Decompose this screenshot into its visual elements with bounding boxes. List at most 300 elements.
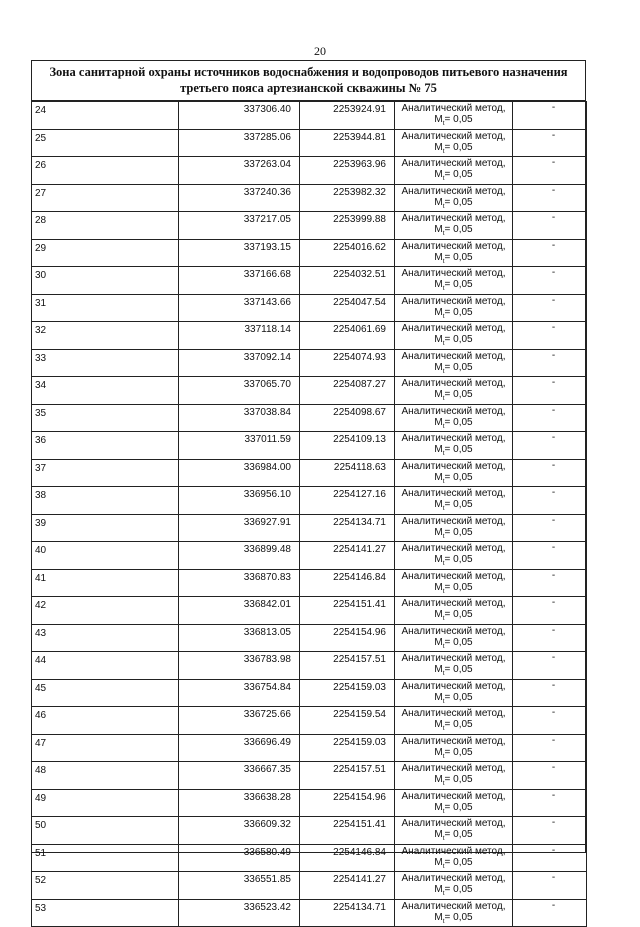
table-row <box>32 322 587 350</box>
method-m: M <box>434 499 443 510</box>
method-cell <box>395 404 513 432</box>
coord-y: 2254146.84 <box>300 844 395 872</box>
point-number: 50 <box>32 817 179 845</box>
coord-y: 2253924.91 <box>300 102 395 130</box>
coord-x: 336667.35 <box>179 762 300 790</box>
empty-value-cell <box>513 432 587 460</box>
method-eq: = 0,05 <box>444 416 473 428</box>
coord-y: 2254098.67 <box>300 404 395 432</box>
method-cell <box>395 239 513 267</box>
method-value <box>395 857 512 868</box>
method-text: Аналитический метод, <box>401 900 506 912</box>
table-row <box>32 734 587 762</box>
method-m: M <box>434 609 443 620</box>
method-text: Аналитический метод, <box>401 708 506 719</box>
method-eq: = 0,05 <box>444 911 473 923</box>
point-number: 39 <box>32 514 179 542</box>
method-eq: = 0,05 <box>444 389 473 400</box>
dash-mark: - <box>551 624 556 636</box>
coord-x: 336870.83 <box>179 569 300 597</box>
coordinates-table-body <box>32 102 587 927</box>
table-row <box>32 872 587 900</box>
coord-y: 2253963.96 <box>300 157 395 185</box>
method-sub: t <box>442 697 445 705</box>
point-number: 41 <box>32 569 179 597</box>
point-number: 45 <box>32 679 179 707</box>
coord-x: 337306.40 <box>179 102 300 130</box>
method-m: M <box>434 856 443 868</box>
dash-mark: - <box>551 459 556 471</box>
method-sub: t <box>442 147 445 155</box>
table-row <box>32 129 587 157</box>
method-text: Аналитический метод, <box>401 405 506 417</box>
method-eq: = 0,05 <box>444 499 473 510</box>
method-text: Аналитический метод, <box>401 845 506 857</box>
table-row <box>32 102 587 130</box>
method-sub: t <box>442 587 445 595</box>
empty-value-cell <box>513 514 587 542</box>
method-m: M <box>434 196 443 208</box>
method-m: M <box>434 114 443 125</box>
method-m: M <box>434 746 443 758</box>
point-number: 49 <box>32 789 179 817</box>
method-eq: = 0,05 <box>444 829 473 840</box>
empty-value-cell <box>513 157 587 185</box>
coord-x: 337011.59 <box>179 432 300 460</box>
dash-mark: - <box>551 239 556 251</box>
method-m: M <box>434 251 443 263</box>
dash-mark: - <box>551 157 556 168</box>
method-value <box>395 307 512 318</box>
table-row <box>32 349 587 377</box>
method-text: Аналитический метод, <box>401 653 506 664</box>
method-m: M <box>434 719 443 730</box>
point-number: 52 <box>32 872 179 900</box>
point-number: 35 <box>32 404 179 432</box>
method-text: Аналитический метод, <box>401 763 506 774</box>
method-sub: t <box>442 230 445 237</box>
method-eq: = 0,05 <box>444 581 473 593</box>
empty-value-cell <box>513 487 587 515</box>
method-eq: = 0,05 <box>444 884 473 895</box>
point-number: 37 <box>32 459 179 487</box>
table-title-line-1: Зона санитарной охраны источников водоснабжения и водопроводов питьевого назначения <box>49 65 568 79</box>
method-sub: t <box>442 202 445 210</box>
point-number: 30 <box>32 267 179 295</box>
method-value <box>395 224 512 235</box>
method-value <box>395 829 512 840</box>
method-value <box>395 637 512 648</box>
coord-x: 337285.06 <box>179 129 300 157</box>
empty-value-cell <box>513 872 587 900</box>
table-row <box>32 294 587 322</box>
method-eq: = 0,05 <box>444 334 473 345</box>
method-value <box>395 279 512 290</box>
coord-y: 2254087.27 <box>300 377 395 405</box>
method-m: M <box>434 554 443 565</box>
point-number: 43 <box>32 624 179 652</box>
point-number: 36 <box>32 432 179 460</box>
method-text: Аналитический метод, <box>401 268 506 279</box>
method-m: M <box>434 664 443 675</box>
empty-value-cell <box>513 899 587 927</box>
coord-y: 2254157.51 <box>300 652 395 680</box>
method-m: M <box>434 444 443 455</box>
dash-mark: - <box>551 817 556 828</box>
coord-x: 336725.66 <box>179 707 300 735</box>
empty-value-cell <box>513 184 587 212</box>
method-cell <box>395 789 513 817</box>
coord-y: 2254134.71 <box>300 514 395 542</box>
table-title <box>31 60 586 101</box>
method-cell <box>395 322 513 350</box>
point-number: 42 <box>32 597 179 625</box>
method-eq: = 0,05 <box>444 361 473 373</box>
coord-x: 336842.01 <box>179 597 300 625</box>
coord-y: 2254032.51 <box>300 267 395 295</box>
point-number: 33 <box>32 349 179 377</box>
coord-x: 337217.05 <box>179 212 300 240</box>
table-row <box>32 679 587 707</box>
method-eq: = 0,05 <box>444 169 473 180</box>
table-row <box>32 432 587 460</box>
method-value <box>395 389 512 400</box>
method-sub: t <box>442 560 445 567</box>
table-row <box>32 377 587 405</box>
method-text: Аналитический метод, <box>401 213 506 224</box>
method-cell <box>395 844 513 872</box>
method-cell <box>395 157 513 185</box>
point-number: 47 <box>32 734 179 762</box>
coord-y: 2254151.41 <box>300 817 395 845</box>
coord-y: 2254157.51 <box>300 762 395 790</box>
point-number: 38 <box>32 487 179 515</box>
coord-x: 337143.66 <box>179 294 300 322</box>
table-row <box>32 267 587 295</box>
coord-x: 337065.70 <box>179 377 300 405</box>
method-m: M <box>434 471 443 483</box>
table-row <box>32 487 587 515</box>
method-text: Аналитический метод, <box>401 460 506 472</box>
coord-x: 336609.32 <box>179 817 300 845</box>
method-eq: = 0,05 <box>444 801 473 813</box>
method-sub: t <box>442 120 445 127</box>
method-sub: t <box>442 175 445 182</box>
method-sub: t <box>442 780 445 787</box>
method-sub: t <box>442 862 445 870</box>
method-cell <box>395 679 513 707</box>
method-sub: t <box>442 367 445 375</box>
method-m: M <box>434 389 443 400</box>
empty-value-cell <box>513 102 587 130</box>
method-text: Аналитический метод, <box>401 295 506 307</box>
table-row <box>32 707 587 735</box>
coord-x: 337166.68 <box>179 267 300 295</box>
empty-value-cell <box>513 542 587 570</box>
dash-mark: - <box>551 432 556 443</box>
coord-y: 2254047.54 <box>300 294 395 322</box>
method-cell <box>395 872 513 900</box>
empty-value-cell <box>513 597 587 625</box>
table-row <box>32 789 587 817</box>
method-m: M <box>434 361 443 373</box>
method-eq: = 0,05 <box>444 306 473 318</box>
method-text: Аналитический метод, <box>401 158 506 169</box>
coord-x: 337038.84 <box>179 404 300 432</box>
method-value <box>395 664 512 675</box>
dash-mark: - <box>551 844 556 856</box>
method-cell <box>395 762 513 790</box>
method-text: Аналитический метод, <box>401 103 506 114</box>
dash-mark: - <box>551 404 556 416</box>
method-value <box>395 142 512 153</box>
point-number: 48 <box>32 762 179 790</box>
method-value <box>395 444 512 455</box>
empty-value-cell <box>513 789 587 817</box>
method-sub: t <box>442 725 445 732</box>
method-cell <box>395 184 513 212</box>
coord-x: 336899.48 <box>179 542 300 570</box>
method-text: Аналитический метод, <box>401 185 506 197</box>
point-number: 29 <box>32 239 179 267</box>
method-text: Аналитический метод, <box>401 735 506 747</box>
method-cell <box>395 377 513 405</box>
dash-mark: - <box>551 267 556 278</box>
method-value <box>395 499 512 510</box>
method-eq: = 0,05 <box>444 774 473 785</box>
method-eq: = 0,05 <box>444 554 473 565</box>
empty-value-cell <box>513 294 587 322</box>
method-text: Аналитический метод, <box>401 433 506 444</box>
empty-value-cell <box>513 349 587 377</box>
dash-mark: - <box>551 707 556 718</box>
method-sub: t <box>442 917 445 925</box>
method-text: Аналитический метод, <box>401 350 506 362</box>
method-sub: t <box>442 285 445 292</box>
coord-y: 2254159.54 <box>300 707 395 735</box>
empty-value-cell <box>513 679 587 707</box>
method-eq: = 0,05 <box>444 746 473 758</box>
table-row <box>32 239 587 267</box>
coord-x: 337193.15 <box>179 239 300 267</box>
method-cell <box>395 212 513 240</box>
method-cell <box>395 267 513 295</box>
method-text: Аналитический метод, <box>401 598 506 609</box>
method-text: Аналитический метод, <box>401 130 506 142</box>
method-sub: t <box>442 257 445 265</box>
dash-mark: - <box>551 762 556 773</box>
coord-x: 336580.49 <box>179 844 300 872</box>
dash-mark: - <box>551 734 556 746</box>
coord-y: 2254118.63 <box>300 459 395 487</box>
point-number: 31 <box>32 294 179 322</box>
method-eq: = 0,05 <box>444 664 473 675</box>
point-number: 27 <box>32 184 179 212</box>
method-eq: = 0,05 <box>444 609 473 620</box>
method-value <box>395 774 512 785</box>
method-value <box>395 802 512 813</box>
method-value <box>395 114 512 125</box>
method-sub: t <box>442 532 445 540</box>
coord-x: 337263.04 <box>179 157 300 185</box>
method-cell <box>395 624 513 652</box>
method-m: M <box>434 691 443 703</box>
point-number: 40 <box>32 542 179 570</box>
method-cell <box>395 707 513 735</box>
method-cell <box>395 349 513 377</box>
method-eq: = 0,05 <box>444 719 473 730</box>
method-eq: = 0,05 <box>444 196 473 208</box>
empty-value-cell <box>513 707 587 735</box>
table-row <box>32 652 587 680</box>
dash-mark: - <box>551 789 556 801</box>
coord-x: 336813.05 <box>179 624 300 652</box>
table-row <box>32 157 587 185</box>
method-m: M <box>434 884 443 895</box>
method-m: M <box>434 801 443 813</box>
method-sub: t <box>442 450 445 457</box>
empty-value-cell <box>513 734 587 762</box>
method-sub: t <box>442 422 445 430</box>
method-sub: t <box>442 807 445 815</box>
dash-mark: - <box>551 569 556 581</box>
dash-mark: - <box>551 652 556 663</box>
method-eq: = 0,05 <box>444 691 473 703</box>
method-eq: = 0,05 <box>444 141 473 153</box>
point-number: 44 <box>32 652 179 680</box>
coord-x: 337118.14 <box>179 322 300 350</box>
method-eq: = 0,05 <box>444 224 473 235</box>
empty-value-cell <box>513 459 587 487</box>
dash-mark: - <box>551 349 556 361</box>
empty-value-cell <box>513 129 587 157</box>
method-text: Аналитический метод, <box>401 543 506 554</box>
table-row <box>32 212 587 240</box>
coord-y: 2254016.62 <box>300 239 395 267</box>
dash-mark: - <box>551 679 556 691</box>
coord-x: 336956.10 <box>179 487 300 515</box>
coord-y: 2254146.84 <box>300 569 395 597</box>
method-value <box>395 719 512 730</box>
dash-mark: - <box>551 377 556 388</box>
method-m: M <box>434 306 443 318</box>
coord-x: 336754.84 <box>179 679 300 707</box>
method-sub: t <box>442 835 445 842</box>
method-m: M <box>434 416 443 428</box>
point-number: 51 <box>32 844 179 872</box>
method-m: M <box>434 581 443 593</box>
method-value <box>395 417 512 428</box>
method-cell <box>395 569 513 597</box>
method-sub: t <box>442 395 445 402</box>
method-cell <box>395 129 513 157</box>
method-text: Аналитический метод, <box>401 488 506 499</box>
method-text: Аналитический метод, <box>401 240 506 252</box>
coord-x: 336984.00 <box>179 459 300 487</box>
method-text: Аналитический метод, <box>401 680 506 692</box>
method-value <box>395 527 512 538</box>
empty-value-cell <box>513 652 587 680</box>
empty-value-cell <box>513 844 587 872</box>
coord-y: 2253999.88 <box>300 212 395 240</box>
method-value <box>395 169 512 180</box>
coord-y: 2254074.93 <box>300 349 395 377</box>
coord-x: 337240.36 <box>179 184 300 212</box>
method-eq: = 0,05 <box>444 251 473 263</box>
method-sub: t <box>442 752 445 760</box>
empty-value-cell <box>513 624 587 652</box>
coord-y: 2254154.96 <box>300 789 395 817</box>
method-value <box>395 884 512 895</box>
method-cell <box>395 597 513 625</box>
method-text: Аналитический метод, <box>401 873 506 884</box>
coord-y: 2254127.16 <box>300 487 395 515</box>
method-text: Аналитический метод, <box>401 323 506 334</box>
method-sub: t <box>442 890 445 897</box>
point-number: 24 <box>32 102 179 130</box>
method-value <box>395 554 512 565</box>
empty-value-cell <box>513 239 587 267</box>
dash-mark: - <box>551 597 556 608</box>
table-row <box>32 459 587 487</box>
coord-y: 2254159.03 <box>300 734 395 762</box>
method-sub: t <box>442 505 445 512</box>
coord-x: 336551.85 <box>179 872 300 900</box>
coord-x: 336927.91 <box>179 514 300 542</box>
method-cell <box>395 487 513 515</box>
method-value <box>395 582 512 593</box>
dash-mark: - <box>551 129 556 141</box>
method-cell <box>395 899 513 927</box>
coord-y: 2254109.13 <box>300 432 395 460</box>
point-number: 25 <box>32 129 179 157</box>
dash-mark: - <box>551 212 556 223</box>
method-cell <box>395 432 513 460</box>
method-m: M <box>434 169 443 180</box>
method-text: Аналитический метод, <box>401 570 506 582</box>
method-value <box>395 334 512 345</box>
coord-y: 2254159.03 <box>300 679 395 707</box>
method-m: M <box>434 141 443 153</box>
method-m: M <box>434 911 443 923</box>
empty-value-cell <box>513 212 587 240</box>
method-cell <box>395 652 513 680</box>
point-number: 53 <box>32 899 179 927</box>
method-cell <box>395 294 513 322</box>
empty-value-cell <box>513 817 587 845</box>
empty-value-cell <box>513 377 587 405</box>
coord-x: 336696.49 <box>179 734 300 762</box>
method-sub: t <box>442 340 445 347</box>
method-m: M <box>434 526 443 538</box>
method-value <box>395 692 512 703</box>
table-row <box>32 569 587 597</box>
method-eq: = 0,05 <box>444 444 473 455</box>
point-number: 32 <box>32 322 179 350</box>
method-text: Аналитический метод, <box>401 625 506 637</box>
coord-x: 336523.42 <box>179 899 300 927</box>
dash-mark: - <box>551 514 556 526</box>
dash-mark: - <box>551 102 556 113</box>
empty-value-cell <box>513 762 587 790</box>
table-row <box>32 844 587 872</box>
table-row <box>32 624 587 652</box>
dash-mark: - <box>551 294 556 306</box>
method-value <box>395 197 512 208</box>
point-number: 26 <box>32 157 179 185</box>
page-number: 20 <box>314 44 326 58</box>
empty-value-cell <box>513 404 587 432</box>
